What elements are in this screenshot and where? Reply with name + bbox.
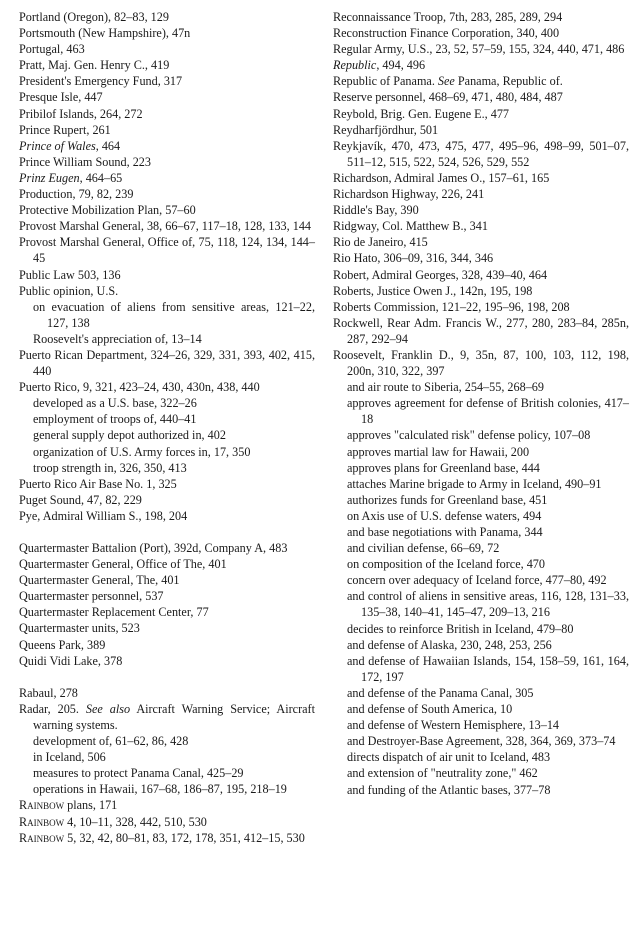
index-entry: [333, 202, 629, 218]
entry-text: Regular Army, U.S., 23, 52, 57–59, 155, 324, 440, 471, 486: [333, 42, 625, 57]
entry-text: Protective Mobilization Plan, 57–60: [19, 203, 196, 218]
entry-text: Roberts, Justice Owen J., 142n, 195, 198: [333, 283, 533, 298]
index-subentry: [333, 508, 629, 524]
index-subentry: [333, 460, 629, 476]
entry-text: Richardson, Admiral James O., 157–61, 165: [333, 170, 550, 185]
entry-text: authorizes funds for Greenland base, 451: [347, 492, 548, 507]
index-entry: [19, 89, 315, 105]
entry-text: and civilian defense, 66–69, 72: [347, 541, 500, 556]
entry-text: President's Emergency Fund, 317: [19, 74, 183, 89]
index-entry: [333, 315, 629, 347]
entry-text: Portugal, 463: [19, 42, 85, 57]
index-entry: [333, 170, 629, 186]
entry-text: and defense of South America, 10: [347, 702, 513, 717]
index-entry: [19, 620, 315, 636]
index-entry: [19, 701, 315, 733]
entry-text: Reconnaissance Troop, 7th, 283, 285, 289, 294: [333, 10, 563, 24]
entry-text: Rio Hato, 306–09, 316, 344, 346: [333, 251, 494, 266]
entry-text: Richardson Highway, 226, 241: [333, 187, 485, 202]
entry-text: Panama, Republic of.: [454, 74, 563, 89]
entry-text: , 494, 496: [376, 58, 426, 73]
entry-text: development of, 61–62, 86, 428: [33, 734, 189, 749]
index-subentry: [333, 476, 629, 492]
entry-text: 4, 10–11, 328, 442, 510, 530: [64, 814, 207, 829]
index-subentry: [333, 379, 629, 395]
entry-text: Portsmouth (New Hampshire), 47n: [19, 26, 191, 41]
entry-text: approves martial law for Hawaii, 200: [347, 444, 530, 459]
index-entry: [333, 138, 629, 170]
index-subentry: [333, 540, 629, 556]
index-column-left: [19, 9, 315, 846]
index-entry: [19, 41, 315, 57]
index-subentry: [19, 444, 315, 460]
index-entry: [333, 9, 629, 25]
entry-text: Production, 79, 82, 239: [19, 187, 134, 202]
entry-text: Puget Sound, 47, 82, 229: [19, 492, 142, 507]
index-subentry: [333, 588, 629, 620]
index-entry: [19, 685, 315, 701]
index-subentry: [333, 492, 629, 508]
index-entry: [19, 476, 315, 492]
entry-text: operations in Hawaii, 167–68, 186–87, 195, 218–19: [33, 782, 287, 797]
entry-text: Rabaul, 278: [19, 685, 78, 700]
entry-text: Quidi Vidi Lake, 378: [19, 653, 123, 668]
entry-text: on Axis use of U.S. defense waters, 494: [347, 508, 542, 523]
index-entry: [333, 218, 629, 234]
index-entry: [19, 106, 315, 122]
entry-text: Quartermaster units, 523: [19, 621, 140, 636]
entry-text: Public Law 503, 136: [19, 267, 121, 282]
index-entry: [19, 604, 315, 620]
entry-text: Reybold, Brig. Gen. Eugene E., 477: [333, 106, 510, 121]
index-entry: [333, 73, 629, 89]
entry-text: Rainbow: [19, 798, 65, 813]
entry-text: Roberts Commission, 121–22, 195–96, 198, 208: [333, 299, 570, 314]
entry-text: Public opinion, U.S.: [19, 283, 119, 298]
index-subentry: [333, 733, 629, 749]
section-gap: [19, 669, 315, 685]
entry-text: Ridgway, Col. Matthew B., 341: [333, 219, 488, 234]
index-subentry: [333, 556, 629, 572]
entry-text: Quartermaster Replacement Center, 77: [19, 605, 209, 620]
index-entry: [19, 9, 315, 25]
entry-text: general supply depot authorized in, 402: [33, 428, 226, 443]
index-entry: [19, 508, 315, 524]
entry-text: and base negotiations with Panama, 344: [347, 525, 543, 539]
entry-text: See: [437, 74, 455, 89]
index-entry: [19, 122, 315, 138]
entry-text: Reykjavík, 470, 473, 475, 477, 495–96, 498–99, 501–07, 511–12, 515, 522, 524, 526, 529, 552: [333, 138, 629, 169]
entry-text: and defense of Hawaiian Islands, 154, 158–59, 161, 164, 172, 197: [347, 653, 629, 684]
entry-text: and Destroyer-Base Agreement, 328, 364, 369, 373–74: [347, 734, 616, 749]
index-entry: [333, 89, 629, 105]
index-entry: [19, 637, 315, 653]
index-subentry: [19, 395, 315, 411]
entry-text: Rainbow: [19, 830, 65, 845]
entry-text: Reserve personnel, 468–69, 471, 480, 484, 487: [333, 90, 563, 105]
entry-text: Pratt, Maj. Gen. Henry C., 419: [19, 58, 170, 73]
index-entry: [333, 186, 629, 202]
entry-text: Quartermaster Battalion (Port), 392d, Company A, 483: [19, 541, 288, 555]
index-entry: [333, 234, 629, 250]
entry-text: Portland (Oregon), 82–83, 129: [19, 10, 169, 24]
entry-text: Pye, Admiral William S., 198, 204: [19, 508, 188, 523]
index-entry: [19, 57, 315, 73]
entry-text: Pribilof Islands, 264, 272: [19, 106, 143, 121]
index-subentry: [19, 411, 315, 427]
index-subentry: [333, 765, 629, 781]
index-entry: [19, 25, 315, 41]
index-entry: [19, 73, 315, 89]
entry-text: Robert, Admiral Georges, 328, 439–40, 464: [333, 267, 548, 282]
index-subentry: [333, 701, 629, 717]
index-subentry: [333, 395, 629, 427]
entry-text: and defense of Western Hemisphere, 13–14: [347, 718, 560, 733]
entry-text: and defense of Alaska, 230, 248, 253, 256: [347, 637, 552, 652]
index-entry: [333, 283, 629, 299]
entry-text: Quartermaster personnel, 537: [19, 589, 164, 604]
index-entry: [333, 41, 629, 57]
index-entry: [333, 347, 629, 379]
entry-text: and funding of the Atlantic bases, 377–78: [347, 782, 551, 797]
index-entry: [19, 234, 315, 266]
entry-text: approves agreement for defense of British colonies, 417–18: [347, 396, 629, 427]
index-entry: [19, 170, 315, 186]
index-subentry: [19, 460, 315, 476]
index-entry: [19, 218, 315, 234]
entry-text: and defense of the Panama Canal, 305: [347, 685, 534, 700]
entry-text: Reydharfjördhur, 501: [333, 122, 439, 137]
index-entry: [19, 347, 315, 379]
index-subentry: [333, 717, 629, 733]
index-entry: [333, 57, 629, 73]
entry-text: Puerto Rican Department, 324–26, 329, 331, 393, 402, 415, 440: [19, 347, 315, 379]
entry-text: Puerto Rico Air Base No. 1, 325: [19, 476, 177, 491]
index-entry: [19, 830, 315, 846]
entry-text: Rainbow: [19, 814, 65, 829]
entry-text: Provost Marshal General, 38, 66–67, 117–18, 128, 133, 144: [19, 219, 312, 234]
index-entry: [19, 492, 315, 508]
entry-text: Rio de Janeiro, 415: [333, 235, 428, 250]
index-subentry: [19, 765, 315, 781]
entry-text: plans, 171: [64, 798, 118, 813]
entry-text: 5, 32, 42, 80–81, 83, 172, 178, 351, 412–15, 530: [64, 830, 305, 845]
index-subentry: [333, 524, 629, 540]
entry-text: See also: [85, 701, 131, 716]
entry-text: Radar, 205.: [19, 701, 86, 716]
index-subentry: [19, 331, 315, 347]
index-entry: [19, 540, 315, 556]
index-subentry: [333, 572, 629, 588]
index-entry: [333, 25, 629, 41]
entry-text: Presque Isle, 447: [19, 90, 103, 105]
entry-text: Queens Park, 389: [19, 637, 106, 652]
entry-text: organization of U.S. Army forces in, 17, 350: [33, 444, 251, 459]
entry-text: troop strength in, 326, 350, 413: [33, 460, 187, 475]
index-entry: [19, 138, 315, 154]
index-subentry: [19, 781, 315, 797]
index-subentry: [19, 299, 315, 331]
index-subentry: [333, 621, 629, 637]
index-entry: [333, 122, 629, 138]
entry-text: Republic of Panama.: [333, 74, 438, 89]
entry-text: and air route to Siberia, 254–55, 268–69: [347, 380, 544, 395]
index-entry: [333, 267, 629, 283]
entry-text: Aircraft Warning Service; Aircraft warning systems.: [33, 701, 315, 732]
index-entry: [19, 154, 315, 170]
entry-text: Republic: [333, 58, 377, 73]
index-subentry: [333, 444, 629, 460]
index-subentry: [333, 749, 629, 765]
entry-text: and extension of "neutrality zone," 462: [347, 766, 538, 781]
entry-text: Roosevelt's appreciation of, 13–14: [33, 331, 202, 346]
entry-text: Prince of Wales: [19, 138, 96, 153]
index-entry: [19, 267, 315, 283]
index-entry: [19, 588, 315, 604]
index-entry: [19, 186, 315, 202]
entry-text: , 464–65: [79, 170, 123, 185]
index-entry: [19, 379, 315, 395]
index-entry: [19, 572, 315, 588]
entry-text: Reconstruction Finance Corporation, 340, 400: [333, 26, 560, 41]
entry-text: developed as a U.S. base, 322–26: [33, 396, 197, 411]
index-subentry: [333, 685, 629, 701]
entry-text: attaches Marine brigade to Army in Iceland, 490–91: [347, 476, 602, 491]
index-entry: [19, 797, 315, 813]
index-subentry: [19, 427, 315, 443]
entry-text: Rockwell, Rear Adm. Francis W., 277, 280, 283–84, 285n, 287, 292–94: [333, 315, 629, 346]
entry-text: Puerto Rico, 9, 321, 423–24, 430, 430n, 438, 440: [19, 380, 260, 395]
entry-text: Provost Marshal General, Office of, 75, 118, 124, 134, 144–45: [19, 235, 315, 266]
index-entry: [19, 556, 315, 572]
entry-text: Roosevelt, Franklin D., 9, 35n, 87, 100, 103, 112, 198, 200n, 310, 322, 397: [333, 347, 629, 379]
entry-text: Prince Rupert, 261: [19, 122, 111, 137]
entry-text: directs dispatch of air unit to Iceland, 483: [347, 750, 551, 765]
index-subentry: [333, 637, 629, 653]
entry-text: Prince William Sound, 223: [19, 154, 151, 169]
index-entry: [333, 106, 629, 122]
entry-text: concern over adequacy of Iceland force, 477–80, 492: [347, 573, 607, 588]
index-subentry: [333, 427, 629, 443]
index-entry: [333, 250, 629, 266]
section-gap: [19, 524, 315, 540]
entry-text: and control of aliens in sensitive areas, 116, 128, 131–33, 135–38, 140–41, 145–47, 209–13, 216: [347, 589, 629, 620]
entry-text: approves "calculated risk" defense policy, 107–08: [347, 428, 591, 443]
entry-text: , 464: [95, 138, 121, 153]
index-entry: [19, 814, 315, 830]
entry-text: on composition of the Iceland force, 470: [347, 557, 545, 572]
index-subentry: [333, 653, 629, 685]
entry-text: Quartermaster General, Office of The, 401: [19, 557, 227, 572]
index-entry: [333, 299, 629, 315]
index-entry: [19, 283, 315, 299]
entry-text: Riddle's Bay, 390: [333, 203, 419, 218]
entry-text: employment of troops of, 440–41: [33, 412, 197, 427]
entry-text: Prinz Eugen: [19, 170, 80, 185]
entry-text: Quartermaster General, The, 401: [19, 573, 180, 588]
index-subentry: [19, 733, 315, 749]
index-column-right: [333, 9, 629, 798]
index-subentry: [19, 749, 315, 765]
index-entry: [19, 653, 315, 669]
entry-text: on evacuation of aliens from sensitive areas, 121–22, 127, 138: [33, 299, 315, 330]
entry-text: in Iceland, 506: [33, 750, 106, 765]
entry-text: approves plans for Greenland base, 444: [347, 460, 540, 475]
index-entry: [19, 202, 315, 218]
entry-text: decides to reinforce British in Iceland, 479–80: [347, 621, 574, 636]
entry-text: measures to protect Panama Canal, 425–29: [33, 766, 244, 781]
index-subentry: [333, 782, 629, 798]
